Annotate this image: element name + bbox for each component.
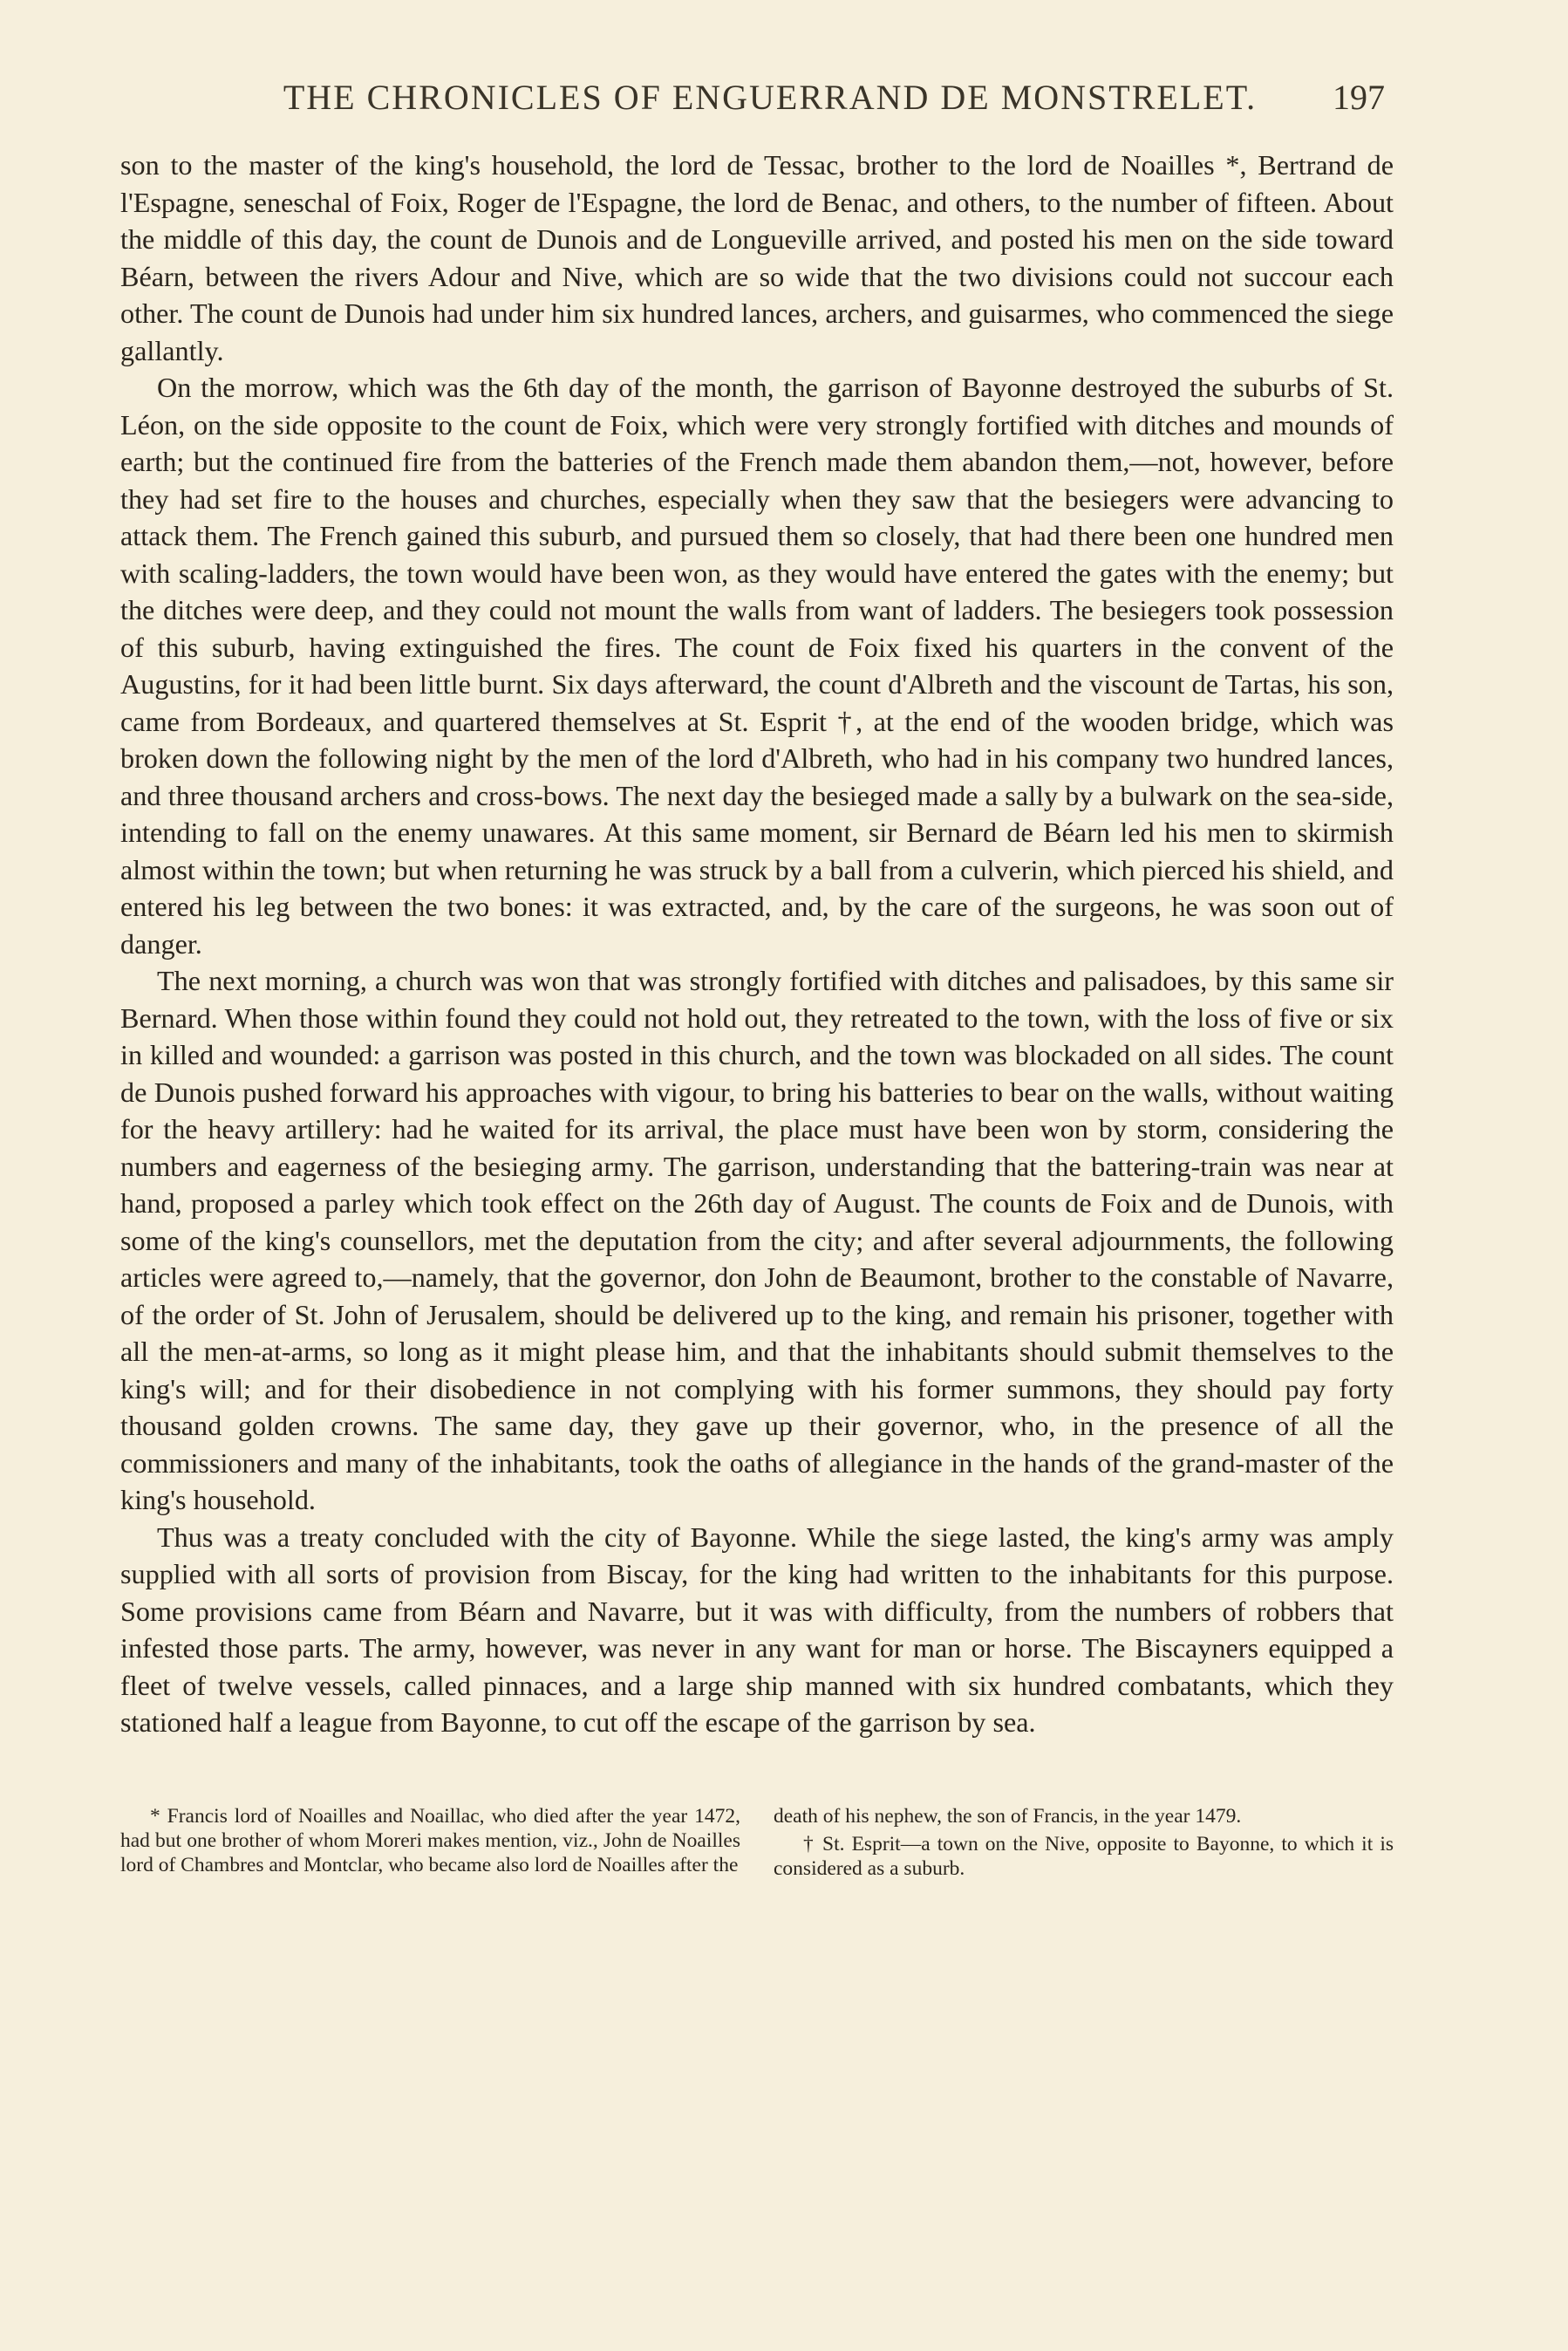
page-header (208, 77, 1385, 129)
paragraph-4: Thus was a treaty concluded with the city of Bayonne. While the siege lasted, the king's army was amply supplied with all sorts of provision from Biscay, for the king had written to the inhabitants for this purpose. Some provisions came from Béarn and Navarre, but it was with difficulty, from the numbers of robbers that infested those parts. The army, however, was never in any want for man or horse. The Biscayners equipped a fleet of twelve vessels, called pinnaces, and a large ship manned with six hundred combatants, which they stationed half a league from Bayonne, to cut off the escape of the garrison by sea. (120, 1521, 1394, 1738)
footnote-dagger: † St. Esprit—a town on the Nive, opposite to Bayonne, to which it is considered as a suburb. (774, 1833, 1394, 1880)
paragraph-1: son to the master of the king's household, the lord de Tessac, brother to the lord de Noailles *, Bertrand de l'Espagne, seneschal of Foix, Roger de l'Espagne, the lord de Benac, and others, to the number of fifteen. About the middle of this day, the count de Dunois and de Longueville arrived, and posted his men on the side toward Béarn, between the rivers Adour and Nive, which are so wide that the two divisions could not succour each other. The count de Dunois had under him six hundred lances, archers, and guisarmes, who commenced the siege gallantly. (120, 149, 1394, 366)
page-number: 197 (1333, 78, 1385, 117)
footnote-asterisk: * Francis lord of Noailles and Noaillac, who died after the year 1472, had but one brother of whom Moreri makes mention, viz., John de Noailles lord of Chambres and Montclar, who became also lord de Noailles after the (120, 1805, 740, 1876)
paragraph-2: On the morrow, which was the 6th day of the month, the garrison of Bayonne destroyed the suburbs of St. Léon, on the side opposite to the count de Foix, which were very strongly fortified with ditches and mounds of earth; but the continued fire from the batteries of the French made them abandon them,—not, however, before they had set fire to the houses and churches, especially when they saw that the besiegers were advancing to attack them. The French gained this suburb, and pursued them so closely, that had there been one hundred men with scaling-ladders, the town would have been won, as they would have entered the gates with the enemy; but the ditches were deep, and they could not mount the walls from want of ladders. The besiegers took possession of this suburb, having extinguished the fires. The count de Foix fixed his quarters in the convent of the Augustins, for it had been little burnt. Six days afterward, the count d'Albreth and the viscount de Tartas, his son, came from Bordeaux, and quartered themselves at St. Esprit †, at the end of the wooden bridge, which was broken down the following night by the men of the lord d'Albreth, who had in his company two hundred lances, and three thousand archers and cross-bows. The next day the besieged made a sally by a bulwark on the sea-side, intending to fall on the enemy unawares. At this same moment, sir Bernard de Béarn led his men to skirmish almost within the town; but when returning he was struck by a ball from a culverin, which pierced his shield, and entered his leg between the two bones: it was extracted, and, by the care of the surgeons, he was soon out of danger. (120, 372, 1394, 960)
main-text (120, 147, 1394, 1741)
running-head: THE CHRONICLES OF ENGUERRAND DE MONSTRELET. (283, 78, 1258, 117)
footnote-column-left (120, 1804, 740, 1884)
footnote-asterisk-continued: death of his nephew, the son of Francis, in the year 1479. (774, 1805, 1242, 1828)
footnote-column-right (774, 1804, 1394, 1884)
footnotes (120, 1804, 1394, 1884)
paragraph-3: The next morning, a church was won that was strongly fortified with ditches and palisadoes, by this same sir Bernard. When those within found they could not hold out, they retreated to the town, with the loss of five or six in killed and wounded: a garrison was posted in this church, and the town was blockaded on all sides. The count de Dunois pushed forward his approaches with vigour, to bring his batteries to bear on the walls, without waiting for the heavy artillery: had he waited for its arrival, the place must have been won by storm, considering the numbers and eagerness of the besieging army. The garrison, understanding that the battering-train was near at hand, proposed a parley which took effect on the 26th day of August. The counts de Foix and de Dunois, with some of the king's counsellors, met the deputation from the city; and after several adjournments, the following articles were agreed to,—namely, that the governor, don John de Beaumont, brother to the constable of Navarre, of the order of St. John of Jerusalem, should be delivered up to the king, and remain his prisoner, together with all the men-at-arms, so long as it might please him, and that the inhabitants should submit themselves to the king's will; and for their disobedience in not complying with his former summons, they should pay forty thousand golden crowns. The same day, they gave up their governor, who, in the presence of all the commissioners and many of the inhabitants, took the oaths of allegiance in the hands of the grand-master of the king's household. (120, 965, 1394, 1515)
